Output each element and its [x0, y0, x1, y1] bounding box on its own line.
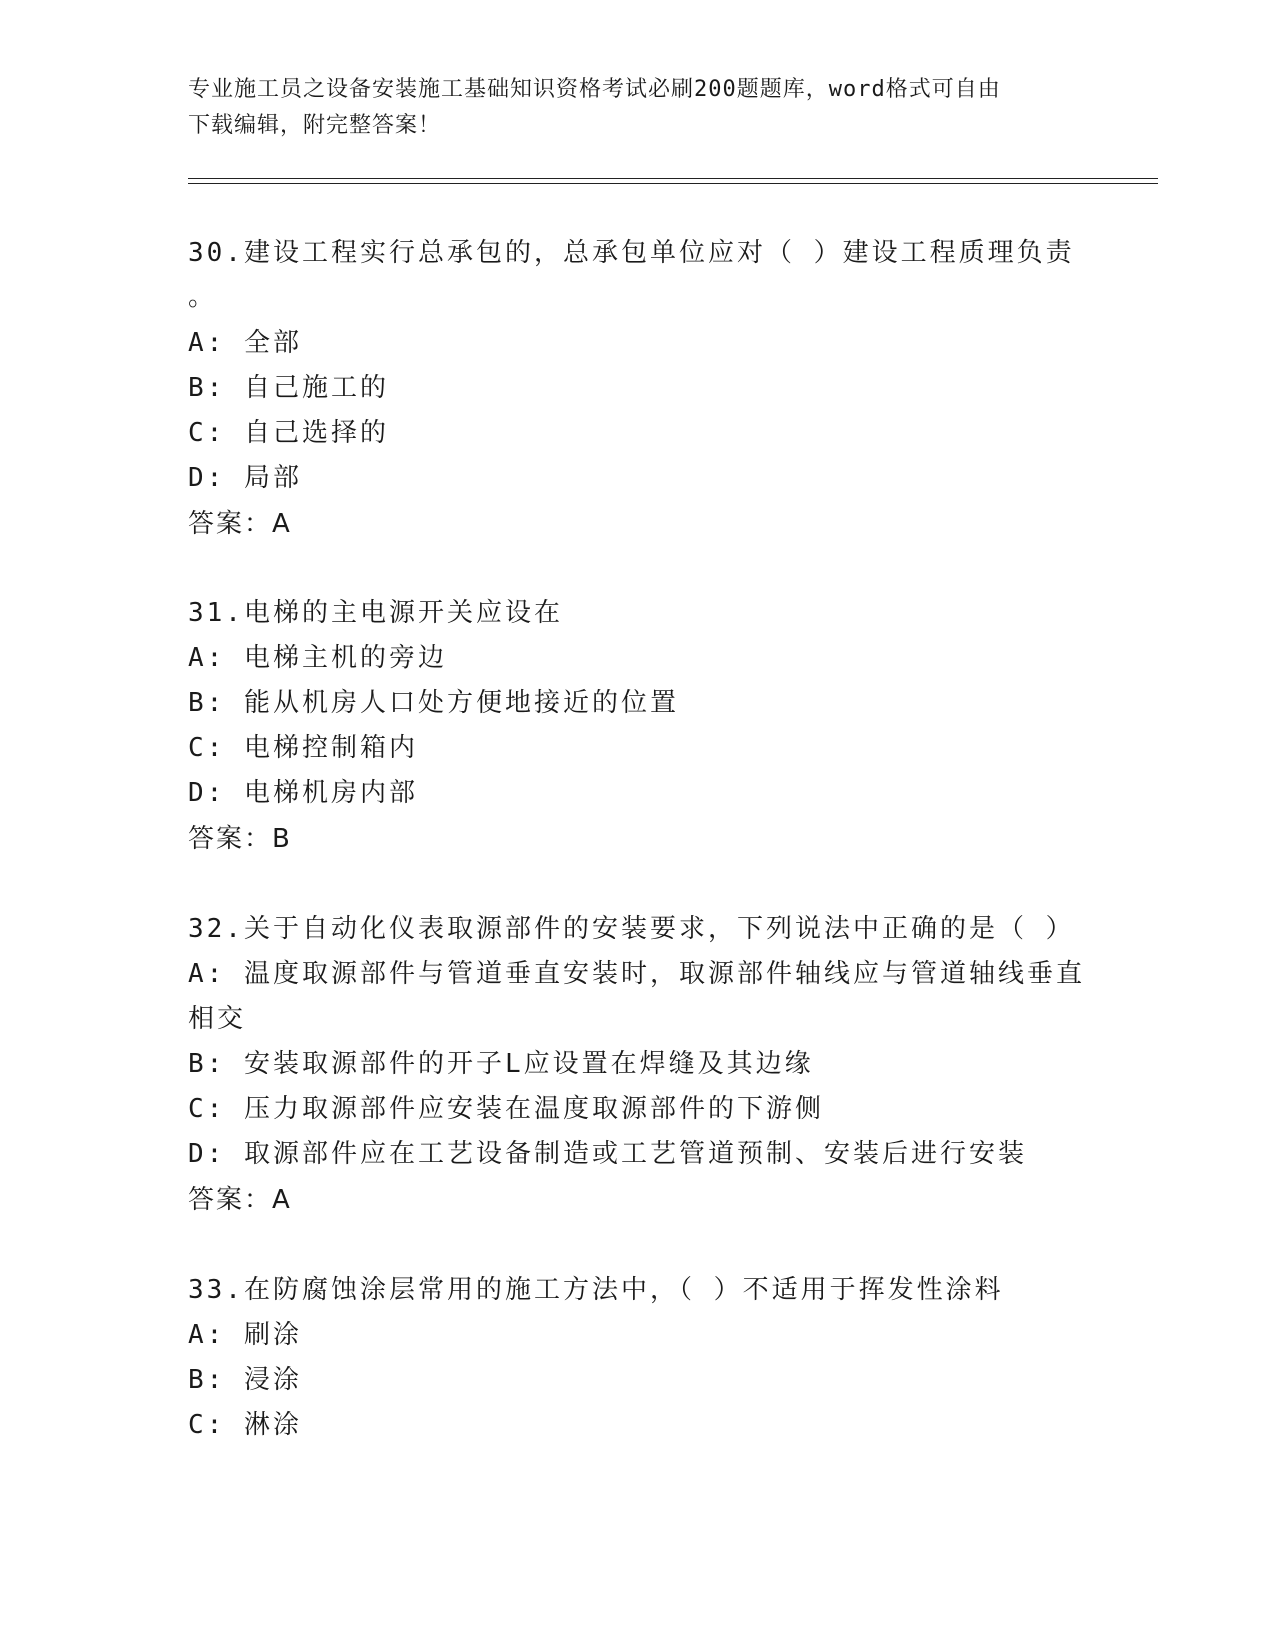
question-stem: 31.电梯的主电源开关应设在	[188, 598, 563, 628]
option-a: A: 刷涂	[188, 1320, 302, 1350]
answer-label: 答案：B	[188, 824, 292, 854]
header-divider-bottom	[188, 183, 1158, 184]
option-a: A: 温度取源部件与管道垂直安装时，取源部件轴线应与管道轴线垂直	[188, 959, 1085, 989]
question-stem: 30.建设工程实行总承包的，总承包单位应对（ ）建设工程质理负责	[188, 238, 1075, 268]
document-header	[188, 72, 1068, 144]
option-d: D: 局部	[188, 463, 302, 493]
option-b: B: 能从机房人口处方便地接近的位置	[188, 688, 679, 718]
option-d: D: 电梯机房内部	[188, 778, 418, 808]
answer-label: 答案：A	[188, 509, 292, 539]
option-b: B: 安装取源部件的开子L应设置在焊缝及其边缘	[188, 1049, 814, 1079]
option-c: C: 淋涂	[188, 1410, 302, 1440]
answer-label: 答案：A	[188, 1185, 292, 1215]
header-line-1: 专业施工员之设备安装施工基础知识资格考试必刷200题题库，word格式可自由	[188, 77, 1001, 102]
header-divider-top	[188, 178, 1158, 179]
header-line-2: 下载编辑，附完整答案！	[188, 113, 442, 138]
option-b: B: 自己施工的	[188, 373, 389, 403]
question-stem: 32.关于自动化仪表取源部件的安装要求，下列说法中正确的是（ ）	[188, 914, 1075, 944]
option-c: C: 自己选择的	[188, 418, 389, 448]
question-stem-continuation: 。	[188, 282, 218, 312]
option-b: B: 浸涂	[188, 1365, 302, 1395]
question-stem: 33.在防腐蚀涂层常用的施工方法中，（ ）不适用于挥发性涂料	[188, 1275, 1004, 1305]
option-d: D: 取源部件应在工艺设备制造或工艺管道预制、安装后进行安装	[188, 1139, 1027, 1169]
option-a: A: 全部	[188, 328, 302, 358]
option-c: C: 压力取源部件应安装在温度取源部件的下游侧	[188, 1094, 824, 1124]
option-c: C: 电梯控制箱内	[188, 733, 418, 763]
option-a: A: 电梯主机的旁边	[188, 643, 447, 673]
option-a-continuation: 相交	[188, 1004, 247, 1034]
